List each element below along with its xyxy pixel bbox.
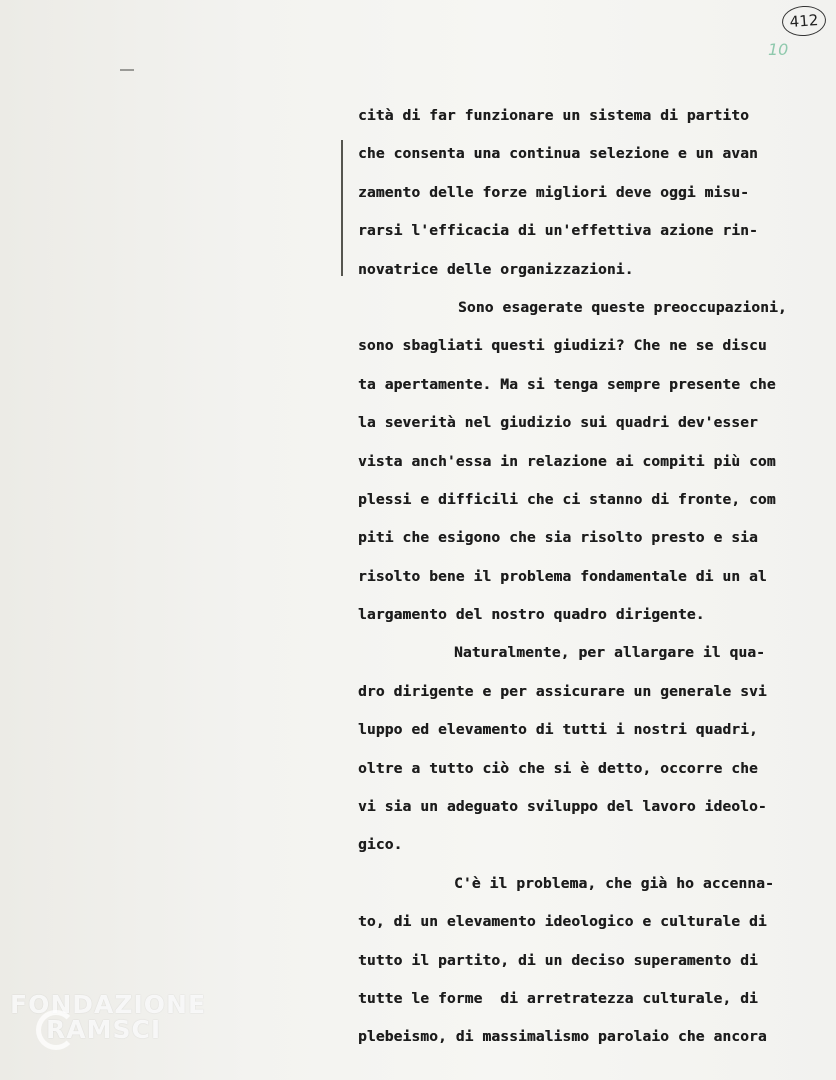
text-line: vi sia un adeguato sviluppo del lavoro ideolo-: [358, 798, 767, 816]
text-line: tutte le forme di arretratezza culturale, di: [358, 989, 758, 1007]
text-line: oltre a tutto ciò che si è detto, occorre che: [358, 759, 758, 777]
margin-note: 10: [768, 40, 789, 59]
text-line: risolto bene il problema fondamentale di un al: [358, 567, 767, 585]
text-line: gico.: [358, 836, 403, 854]
page-number: 412: [781, 5, 827, 38]
text-line: C'è il problema, che già ho accenna-: [454, 874, 774, 892]
margin-dash: [120, 69, 134, 71]
text-line: Sono esagerate queste preoccupazioni,: [458, 298, 787, 316]
text-line: plessi e difficili che ci stanno di fronte, com: [358, 490, 776, 508]
text-line: largamento del nostro quadro dirigente.: [358, 606, 705, 624]
logo-text-line1: FONDAZIONE: [10, 990, 207, 1019]
text-line: piti che esigono che sia risolto presto e sia: [358, 529, 758, 547]
text-line: che consenta una continua selezione e un avan: [358, 145, 758, 163]
margin-bar: [341, 140, 343, 276]
text-line: dro dirigente e per assicurare un generale svi: [358, 682, 767, 700]
logo-g-icon: [36, 1010, 76, 1050]
fondazione-logo: [10, 990, 210, 1070]
text-line: to, di un elevamento ideologico e culturale di: [358, 913, 767, 931]
text-line: novatrice delle organizzazioni.: [358, 260, 634, 278]
text-line: tutto il partito, di un deciso superamento di: [358, 951, 758, 969]
typed-text-column: [358, 104, 828, 1064]
text-line: la severità nel giudizio sui quadri dev'esser: [358, 414, 758, 432]
text-line: sono sbagliati questi giudizi? Che ne se discu: [358, 337, 767, 355]
text-line: vista anch'essa in relazione ai compiti più com: [358, 452, 776, 470]
logo-text-line2: RAMSCI: [46, 1015, 162, 1044]
text-line: zamento delle forze migliori deve oggi misu-: [358, 183, 749, 201]
text-line: luppo ed elevamento di tutti i nostri quadri,: [358, 721, 758, 739]
text-line: ta apertamente. Ma si tenga sempre presente che: [358, 375, 776, 393]
text-line: rarsi l'efficacia di un'effettiva azione rin-: [358, 222, 758, 240]
text-line: plebeismo, di massimalismo parolaio che ancora: [358, 1028, 767, 1046]
text-line: cità di far funzionare un sistema di partito: [358, 107, 749, 124]
text-line: Naturalmente, per allargare il qua-: [454, 644, 766, 662]
